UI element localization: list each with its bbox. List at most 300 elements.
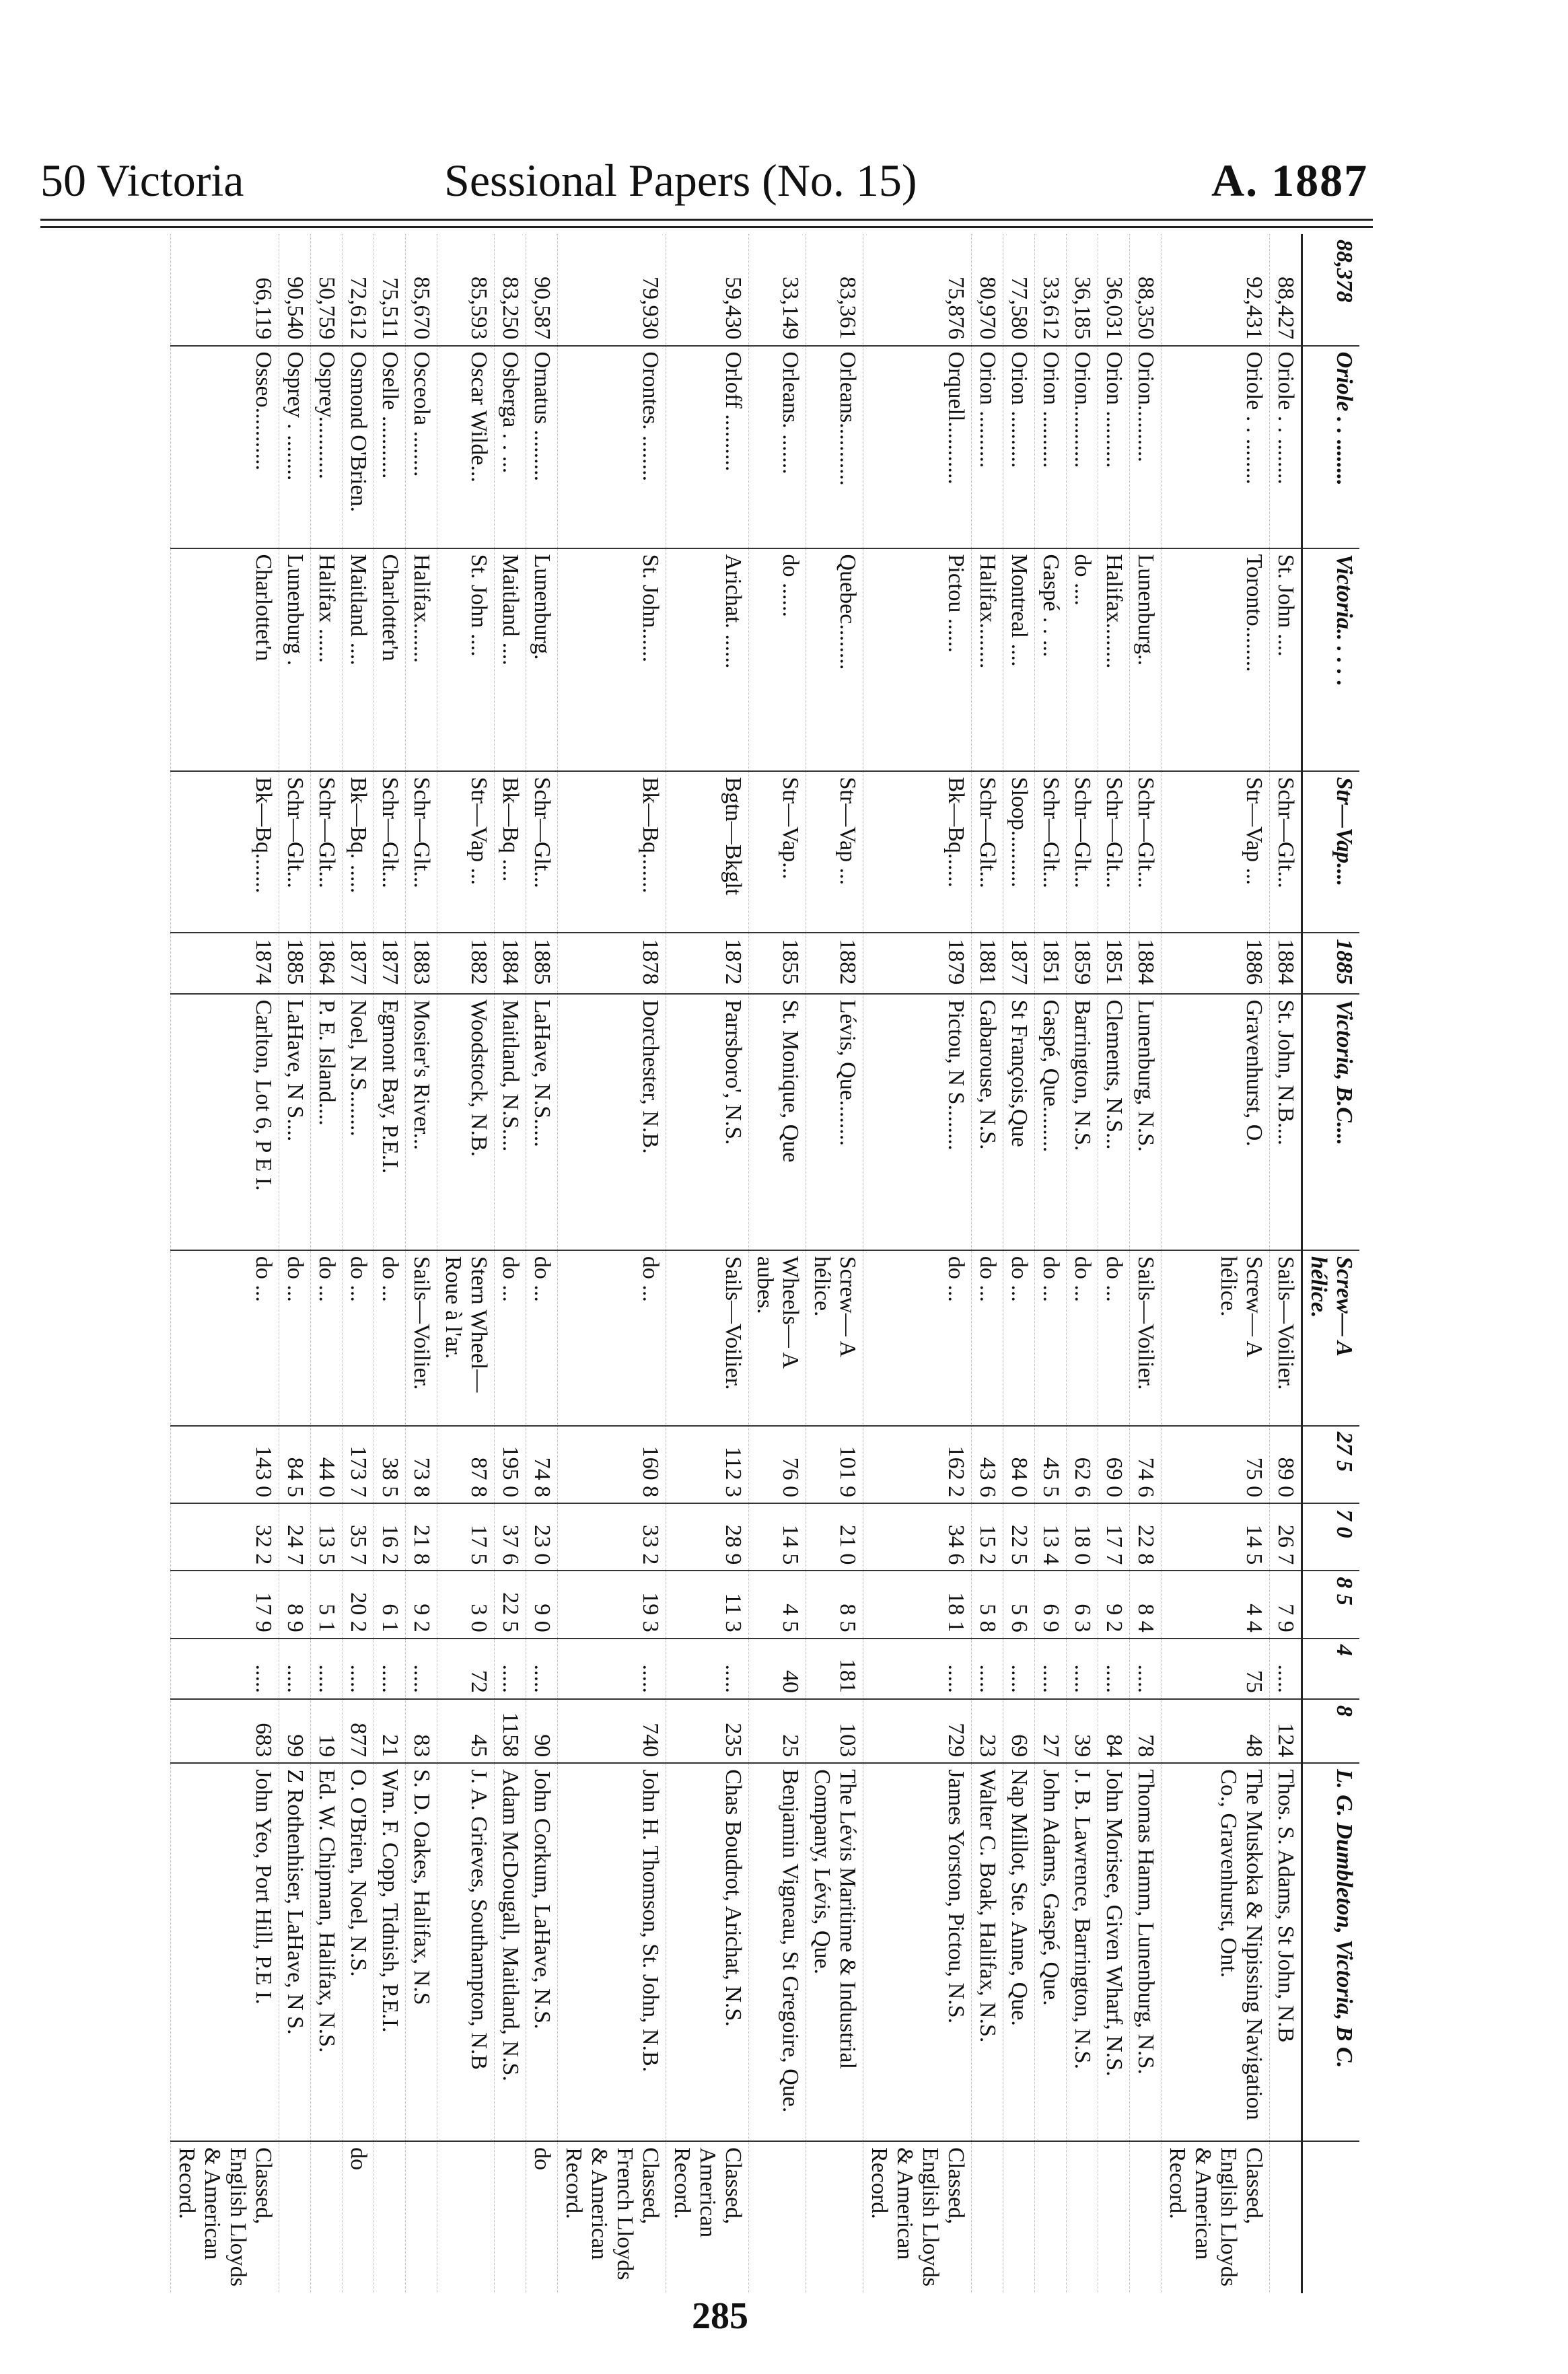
table-cell: do ...: [495, 1250, 526, 1426]
table-row: [666, 234, 749, 2293]
table-cell: Woodstock, N.B.: [437, 994, 495, 1250]
table-cell: 17 5: [437, 1503, 495, 1571]
table-cell: 13 5: [311, 1503, 343, 1571]
table-cell: Osceola ........: [406, 346, 437, 548]
table-cell: Maitland ....: [343, 548, 374, 771]
table-cell: Gabarouse, N.S.: [972, 994, 1003, 1250]
table-cell: Oriole . . ........: [1270, 346, 1302, 548]
table-row: [311, 234, 343, 2293]
table-cell: 235: [666, 1699, 749, 1763]
table-cell: 32 2: [171, 1503, 279, 1571]
table-cell: Maitland, N.S....: [495, 994, 526, 1250]
table-cell: 74 6: [1130, 1426, 1162, 1503]
table-cell: .....: [406, 1639, 437, 1699]
table-cell: 36,031: [1102, 277, 1127, 340]
table-cell: do: [343, 2141, 374, 2293]
table-cell: St. John, N.B....: [1270, 994, 1302, 1250]
table-row: [863, 234, 972, 2293]
table-cell: John Morisee, Given Wharf, N.S.: [1098, 1763, 1130, 2141]
table-cell: John H. Thomson, St. John, N.B.: [558, 1763, 666, 2141]
table-cell: Walter C. Boak, Halifax, N.S.: [972, 1763, 1003, 2141]
table-cell: 90,540: [283, 277, 308, 340]
table-cell: 62 6: [1067, 1426, 1098, 1503]
table-cell: 17 9: [171, 1571, 279, 1638]
table-cell: John Corkum, LaHave, N.S.: [526, 1763, 558, 2141]
table-cell: Arichat. ......: [666, 548, 749, 771]
table-cell: .....: [558, 1639, 666, 1699]
table-cell: .....: [311, 1639, 343, 1699]
table-cell: 84: [1098, 1699, 1130, 1763]
table-cell: Orion ..........: [972, 346, 1003, 548]
table-cell: 8 4: [1130, 1571, 1162, 1638]
table-cell: 101 9: [806, 1426, 863, 1503]
table-cell: 33 2: [558, 1503, 666, 1571]
table-cell: 18 0: [1067, 1503, 1098, 1571]
table-cell: Lunenburg.: [526, 548, 558, 771]
header-rule-bottom: [40, 226, 1373, 228]
table-cell: 34 6: [863, 1503, 972, 1571]
table-cell: Schr—Glt...: [311, 771, 343, 933]
table-cell: 89 0: [1270, 1426, 1302, 1503]
table-row: [1098, 234, 1130, 2293]
table-cell: 6 3: [1067, 1571, 1098, 1638]
table-row: [495, 234, 526, 2293]
table-row: [806, 234, 863, 2293]
table-cell: Halifax........: [1098, 548, 1130, 771]
table-cell: Str—Vap ...: [1162, 771, 1270, 933]
header-cell: L. G. Dumbleton, Victoria, B C.: [1302, 1763, 1360, 2141]
table-cell: 75 0: [1162, 1426, 1270, 1503]
table-cell: Orloff ..........: [666, 346, 749, 548]
table-cell: 76 0: [749, 1426, 806, 1503]
table-cell: Nap Millot, Ste. Anne, Que.: [1003, 1763, 1035, 2141]
table-cell: 19: [311, 1699, 343, 1763]
table-cell: [1067, 2141, 1098, 2293]
table-cell: 85,593: [466, 277, 491, 340]
table-cell: Osseo...........: [171, 346, 279, 548]
table-cell: [406, 2141, 437, 2293]
table-cell: Orquell...........: [863, 346, 972, 548]
table-cell: 6 1: [374, 1571, 406, 1638]
table-cell: Osprey...........: [311, 346, 343, 548]
table-cell: .....: [1130, 1639, 1162, 1699]
table-cell: Oscar Wilde...: [437, 346, 495, 548]
table-cell: O. O'Brien, Noel, N.S.: [343, 1763, 374, 2141]
table-cell: John Yeo, Port Hill, P.E I.: [171, 1763, 279, 2141]
table-cell: .....: [374, 1639, 406, 1699]
table-cell: [1098, 2141, 1130, 2293]
table-cell: 5 6: [1003, 1571, 1035, 1638]
table-cell: 17 7: [1098, 1503, 1130, 1571]
table-row: [279, 234, 311, 2293]
table-cell: Bk—Bq.......: [171, 771, 279, 933]
table-cell: 1885: [279, 933, 311, 993]
table-cell: 15 2: [972, 1503, 1003, 1571]
header-cell: 1885: [1302, 933, 1360, 993]
table-cell: Str—Vap ...: [437, 771, 495, 933]
table-cell: Ornatus .........: [526, 346, 558, 548]
page-number: 285: [692, 2295, 748, 2337]
table-body: [171, 234, 1302, 2293]
header-cell: Oriole . . ........: [1302, 346, 1360, 548]
table-cell: St. John ....: [437, 548, 495, 771]
table-cell: [311, 2141, 343, 2293]
table-cell: Clements, N.S...: [1098, 994, 1130, 1250]
table-cell: 5 1: [311, 1571, 343, 1638]
table-cell: Screw— A hélice.: [806, 1250, 863, 1426]
table-cell: 1851: [1035, 933, 1067, 993]
table-cell: 1881: [972, 933, 1003, 993]
table-cell: 35 7: [343, 1503, 374, 1571]
table-cell: 25: [749, 1699, 806, 1763]
table-cell: 90: [526, 1699, 558, 1763]
table-cell: .....: [495, 1639, 526, 1699]
table-cell: .....: [343, 1639, 374, 1699]
header-cell: 4: [1302, 1639, 1360, 1699]
year-label: A. 1887: [1211, 155, 1369, 206]
table-cell: The Lévis Maritime & Industrial Company, Lévis, Que.: [806, 1763, 863, 2141]
session-label: 50 Victoria: [40, 155, 244, 206]
table-cell: 40: [749, 1639, 806, 1699]
table-cell: .....: [1270, 1639, 1302, 1699]
table-cell: 877: [343, 1699, 374, 1763]
table-cell: do ...: [972, 1250, 1003, 1426]
table-cell: Halifax.......: [406, 548, 437, 771]
table-cell: Carlton, Lot 6, P E I.: [171, 994, 279, 1250]
table-cell: St. John ....: [1270, 548, 1302, 771]
table-cell: 1884: [1270, 933, 1302, 993]
header-cell: Screw— A hélice.: [1302, 1250, 1360, 1426]
table-cell: St. Monique, Que: [749, 994, 806, 1250]
table-cell: 69: [1003, 1699, 1035, 1763]
table-cell: Sails—Voilier.: [1130, 1250, 1162, 1426]
table-cell: 87 8: [437, 1426, 495, 1503]
table-cell: John Adams, Gaspé, Que.: [1035, 1763, 1067, 2141]
table-cell: Toronto........: [1162, 548, 1270, 771]
table-cell: 92,431: [1242, 277, 1267, 340]
table-cell: .....: [666, 1639, 749, 1699]
table-cell: 14 5: [749, 1503, 806, 1571]
table-row: [1035, 234, 1067, 2293]
table-cell: 143 0: [171, 1426, 279, 1503]
table-cell: 50,759: [314, 277, 339, 340]
table-cell: Gravenhurst, O.: [1162, 994, 1270, 1250]
table-cell: Pictou, N S........: [863, 994, 972, 1250]
table-cell: 27: [1035, 1699, 1067, 1763]
header-cell: 8 5: [1302, 1571, 1360, 1638]
table-row: [1270, 234, 1302, 2293]
table-cell: St François,Que: [1003, 994, 1035, 1250]
table-cell: 1884: [495, 933, 526, 993]
table-cell: 77,580: [1007, 277, 1032, 340]
table-cell: 26 7: [1270, 1503, 1302, 1571]
table-cell: 84 0: [1003, 1426, 1035, 1503]
table-cell: Classed, American Record.: [666, 2141, 749, 2293]
table-cell: 73 8: [406, 1426, 437, 1503]
table-cell: .....: [863, 1639, 972, 1699]
table-cell: Schr—Glt...: [406, 771, 437, 933]
table-cell: [749, 2141, 806, 2293]
table-cell: 103: [806, 1699, 863, 1763]
table-cell: Pictou ......: [863, 548, 972, 771]
table-cell: 72,612: [346, 277, 371, 340]
table-cell: Orion ..........: [1098, 346, 1130, 548]
table-cell: 69 0: [1098, 1426, 1130, 1503]
table-cell: S. D. Oakes, Halifax, N.S: [406, 1763, 437, 2141]
table-cell: 5 8: [972, 1571, 1003, 1638]
table-cell: Osprey . ........: [279, 346, 311, 548]
table-cell: P. E. Island....: [311, 994, 343, 1250]
table-row: [972, 234, 1003, 2293]
table-cell: Charlottet'n: [171, 548, 279, 771]
table-cell: J. A. Grieves, Southampton, N.B: [437, 1763, 495, 2141]
rotated-register: [40, 234, 1359, 2293]
table-cell: Halifax........: [972, 548, 1003, 771]
header-cell: 7 0: [1302, 1503, 1360, 1571]
header-cell: 88,378: [1302, 234, 1360, 346]
table-cell: Orion ..........: [1003, 346, 1035, 548]
table-cell: Orleans. .......: [749, 346, 806, 548]
table-cell: 88,350: [1133, 277, 1158, 340]
table-cell: Lunenburg..: [1130, 548, 1162, 771]
table-cell: The Muskoka & Nipissing Navigation Co., Gravenhurst, Ont.: [1162, 1763, 1270, 2141]
table-cell: 124: [1270, 1699, 1302, 1763]
table-cell: Parrsboro', N.S.: [666, 994, 749, 1250]
table-cell: .....: [972, 1639, 1003, 1699]
table-cell: 1874: [171, 933, 279, 993]
table-cell: Schr—Glt...: [1035, 771, 1067, 933]
table-cell: do ...: [171, 1250, 279, 1426]
table-cell: do ...: [1035, 1250, 1067, 1426]
table-cell: 59,430: [721, 277, 746, 340]
table-cell: 83,250: [498, 277, 523, 340]
table-cell: Lunenburg .: [279, 548, 311, 771]
table-cell: 162 2: [863, 1426, 972, 1503]
table-cell: 13 4: [1035, 1503, 1067, 1571]
table-cell: Dorchester, N.B.: [558, 994, 666, 1250]
table-cell: Orion..........: [1130, 346, 1162, 548]
table-cell: Gaspé . . ...: [1035, 548, 1067, 771]
table-cell: [806, 2141, 863, 2293]
table-cell: Sloop..........: [1003, 771, 1035, 933]
table-cell: Quebec........: [806, 548, 863, 771]
table-cell: 22 5: [495, 1571, 526, 1638]
table-cell: 9 2: [406, 1571, 437, 1638]
table-cell: 1882: [437, 933, 495, 993]
table-cell: Wheels— A aubes.: [749, 1250, 806, 1426]
table-cell: Schr—Glt...: [1098, 771, 1130, 933]
table-cell: [495, 2141, 526, 2293]
table-cell: Maitland ....: [495, 548, 526, 771]
table-cell: 80,970: [975, 277, 1000, 340]
table-cell: 9 0: [526, 1571, 558, 1638]
table-cell: [374, 2141, 406, 2293]
table-cell: Thomas Hamm, Lunenburg, N.S.: [1130, 1763, 1162, 2141]
table-row: [1162, 234, 1270, 2293]
table-cell: Chas Boudrot, Arichat, N.S.: [666, 1763, 749, 2141]
table-cell: 38 5: [374, 1426, 406, 1503]
table-cell: 75,876: [943, 277, 968, 340]
table-cell: .....: [279, 1639, 311, 1699]
table-cell: Montreal ....: [1003, 548, 1035, 771]
table-cell: 173 7: [343, 1426, 374, 1503]
table-cell: do ...: [558, 1250, 666, 1426]
table-cell: .....: [1067, 1639, 1098, 1699]
table-cell: 6 9: [1035, 1571, 1067, 1638]
document-title: Sessional Papers (No. 15): [444, 155, 917, 206]
table-cell: do: [526, 2141, 558, 2293]
table-cell: 75,511: [378, 277, 402, 340]
table-cell: 90,587: [530, 277, 555, 340]
table-cell: 84 5: [279, 1426, 311, 1503]
table-cell: 4 4: [1162, 1571, 1270, 1638]
table-cell: 160 8: [558, 1426, 666, 1503]
table-cell: Lévis, Que........: [806, 994, 863, 1250]
table-cell: 74 8: [526, 1426, 558, 1503]
table-cell: .....: [526, 1639, 558, 1699]
table-cell: Osberga . . ...: [495, 346, 526, 548]
table-cell: Classed, French Lloyds & American Record.: [558, 2141, 666, 2293]
table-cell: Oselle ...........: [374, 346, 406, 548]
table-cell: 33,612: [1038, 277, 1063, 340]
table-cell: Gaspé, Que........: [1035, 994, 1067, 1250]
ship-register-table: [170, 234, 1359, 2293]
table-cell: do ...: [1067, 1250, 1098, 1426]
header-cell: Str—Vap....: [1302, 771, 1360, 933]
table-cell: 14 5: [1162, 1503, 1270, 1571]
table-cell: do ...: [343, 1250, 374, 1426]
table-cell: James Yorston, Pictou, N.S.: [863, 1763, 972, 2141]
table-cell: Ed. W. Chipman, Halifax, N.S.: [311, 1763, 343, 2141]
table-cell: 1877: [374, 933, 406, 993]
table-cell: 85,670: [409, 277, 434, 340]
table-cell: Schr—Glt...: [374, 771, 406, 933]
table-row: [374, 234, 406, 2293]
table-row: [171, 234, 279, 2293]
table-cell: 1885: [526, 933, 558, 993]
table-cell: [972, 2141, 1003, 2293]
table-cell: [1035, 2141, 1067, 2293]
table-cell: [1003, 2141, 1035, 2293]
table-row: [343, 234, 374, 2293]
table-cell: 1158: [495, 1699, 526, 1763]
table-cell: 19 3: [558, 1571, 666, 1638]
table-cell: [1270, 2141, 1302, 2293]
header-cell: Victoria.. . . . .: [1302, 548, 1360, 771]
table-cell: .....: [171, 1639, 279, 1699]
table-cell: St. John......: [558, 548, 666, 771]
table-cell: Bgtn—Bkglt: [666, 771, 749, 933]
table-row: [1130, 234, 1162, 2293]
table-cell: 1851: [1098, 933, 1130, 993]
table-cell: 99: [279, 1699, 311, 1763]
table-cell: Bk—Bq. .....: [343, 771, 374, 933]
table-cell: Bk—Bq ....: [495, 771, 526, 933]
table-cell: Noel, N.S........: [343, 994, 374, 1250]
table-cell: Barrington, N.S.: [1067, 994, 1098, 1250]
table-cell: 1859: [1067, 933, 1098, 993]
table-cell: do ...: [1003, 1250, 1035, 1426]
table-cell: Schr—Glt...: [1270, 771, 1302, 933]
table-cell: 23 0: [526, 1503, 558, 1571]
table-cell: 112 3: [666, 1426, 749, 1503]
table-cell: LaHave, N S....: [279, 994, 311, 1250]
table-cell: do ...: [1098, 1250, 1130, 1426]
table-header-row: [1302, 234, 1360, 2293]
table-cell: 20 2: [343, 1571, 374, 1638]
table-cell: 21 8: [406, 1503, 437, 1571]
table-cell: Classed, English Lloyds & American Record.: [863, 2141, 972, 2293]
table-cell: 21 0: [806, 1503, 863, 1571]
table-cell: Sails—Voilier.: [666, 1250, 749, 1426]
table-cell: 1877: [343, 933, 374, 993]
table-cell: 23: [972, 1699, 1003, 1763]
table-cell: Lunenburg, N.S.: [1130, 994, 1162, 1250]
header-rule-top: [40, 219, 1373, 221]
table-cell: 33,149: [778, 277, 803, 340]
table-cell: 72: [437, 1639, 495, 1699]
table-cell: 683: [171, 1699, 279, 1763]
table-cell: Orion ..........: [1035, 346, 1067, 548]
table-cell: 48: [1162, 1699, 1270, 1763]
table-cell: 1883: [406, 933, 437, 993]
table-cell: 66,119: [251, 277, 276, 340]
table-row: [526, 234, 558, 2293]
table-cell: .....: [1098, 1639, 1130, 1699]
table-cell: LaHave, N.S.....: [526, 994, 558, 1250]
header-cell: [1302, 2141, 1360, 2293]
table-cell: 88,427: [1273, 277, 1298, 340]
table-cell: 8 5: [806, 1571, 863, 1638]
table-cell: 83: [406, 1699, 437, 1763]
table-row: [749, 234, 806, 2293]
table-cell: 79,930: [638, 277, 663, 340]
table-cell: Bk—Bq......: [863, 771, 972, 933]
table-cell: Orion...........: [1067, 346, 1098, 548]
table-cell: Classed, English Lloyds & American Record.: [171, 2141, 279, 2293]
table-cell: Halifax ......: [311, 548, 343, 771]
table-cell: Sails—Voilier.: [406, 1250, 437, 1426]
table-cell: Oriole . . ........: [1162, 346, 1270, 548]
table-cell: 37 6: [495, 1503, 526, 1571]
table-cell: do ...: [279, 1250, 311, 1426]
table-cell: Orontes. ........: [558, 346, 666, 548]
table-row: [406, 234, 437, 2293]
table-cell: J. B. Lawrence, Barrington, N.S.: [1067, 1763, 1098, 2141]
table-cell: 4 5: [749, 1571, 806, 1638]
table-cell: 28 9: [666, 1503, 749, 1571]
table-row: [1003, 234, 1035, 2293]
table-cell: do ...: [863, 1250, 972, 1426]
table-cell: [279, 2141, 311, 2293]
header-cell: 27 5: [1302, 1426, 1360, 1503]
table-cell: 11 3: [666, 1571, 749, 1638]
table-cell: 83,361: [835, 277, 860, 340]
table-cell: 181: [806, 1639, 863, 1699]
header-cell: Victoria, B.C....: [1302, 994, 1360, 1250]
table-cell: 1872: [666, 933, 749, 993]
table-cell: 1884: [1130, 933, 1162, 993]
table-cell: 45 5: [1035, 1426, 1067, 1503]
table-cell: Thos. S. Adams, St John, N.B: [1270, 1763, 1302, 2141]
table-cell: [437, 2141, 495, 2293]
table-cell: Stern Wheel— Roue à l'ar.: [437, 1250, 495, 1426]
table-cell: 7 9: [1270, 1571, 1302, 1638]
table-cell: 39: [1067, 1699, 1098, 1763]
table-cell: 8 9: [279, 1571, 311, 1638]
table-cell: Charlottet'n: [374, 548, 406, 771]
table-cell: Bk—Bq.......: [558, 771, 666, 933]
